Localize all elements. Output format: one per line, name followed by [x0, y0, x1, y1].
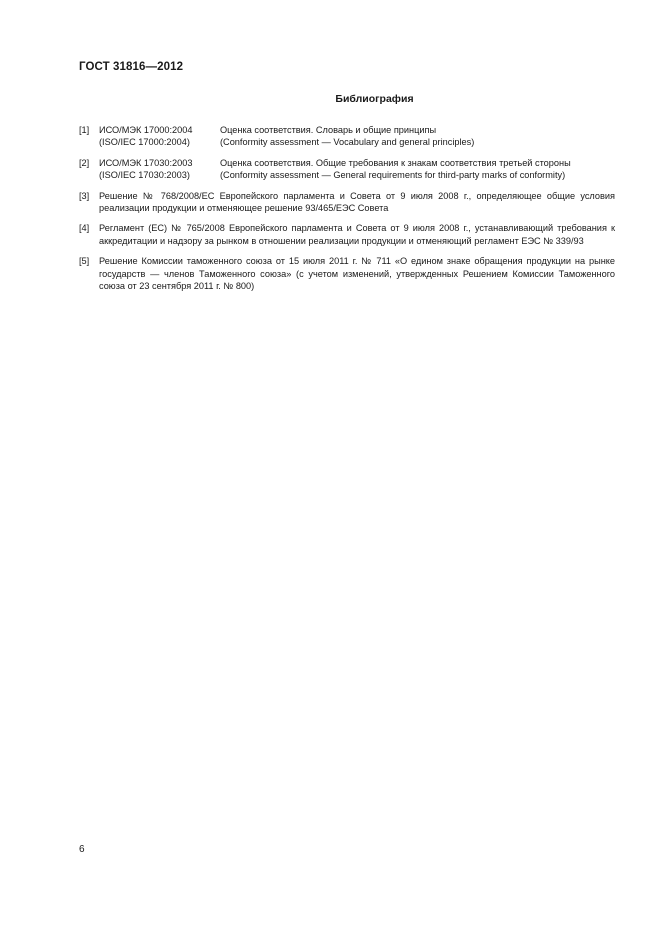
entry-number: [3] — [79, 190, 90, 201]
standard-code-ru: ИСО/МЭК 17030:2003 — [99, 157, 193, 168]
entry-text: Решение Комиссии таможенного союза от 15 июля 2011 г. № 711 «О едином знаке обращения продукции на рынке государств — членов Таможенного союза» (с учетом изменений, утвержденных Решением Комиссии Таможенного союза от 23 сентября 2011 г. № 800) — [99, 256, 615, 292]
entry-number: [2] — [79, 157, 90, 168]
standard-title-ru: Оценка соответствия. Общие требования к знакам соответствия третьей стороны — [220, 157, 571, 168]
standard-code-en: (ISO/IEC 17000:2004) — [99, 137, 190, 148]
section-title: Библиография — [335, 93, 414, 105]
bibliography-entry — [79, 124, 615, 149]
entry-text: Регламент (ЕС) № 765/2008 Европейского парламента и Совета от 9 июля 2008 г., устанавливающий требования к аккредитации и надзору за рынком в отношении реализации продукции и отменяющий регламент ЕЭС № 339/93 — [99, 223, 615, 246]
standard-title-en: (Conformity assessment — General requirements for third-party marks of conformity) — [220, 170, 566, 181]
bibliography-entry — [79, 222, 615, 247]
entry-number: [4] — [79, 223, 90, 234]
bibliography-entry — [79, 157, 615, 182]
standard-code-ru: ИСО/МЭК 17000:2004 — [99, 125, 193, 135]
bibliography-entry — [79, 255, 615, 292]
entry-number: [1] — [79, 125, 90, 135]
standard-title-en: (Conformity assessment — Vocabulary and general principles) — [220, 137, 475, 148]
document-id: ГОСТ 31816—2012 — [79, 61, 184, 73]
page-number: 6 — [79, 844, 85, 855]
entry-text: Решение № 768/2008/ЕС Европейского парламента и Совета от 9 июля 2008 г., определяющее общие условия реализации продукции и отменяющее решение 93/465/ЕЭС Совета — [99, 190, 615, 214]
standard-title-ru: Оценка соответствия. Словарь и общие принципы — [220, 125, 437, 135]
bibliography-entry — [79, 190, 615, 215]
standard-code-en: (ISO/IEC 17030:2003) — [99, 170, 190, 181]
bibliography-list — [79, 124, 615, 300]
entry-number: [5] — [79, 256, 90, 267]
